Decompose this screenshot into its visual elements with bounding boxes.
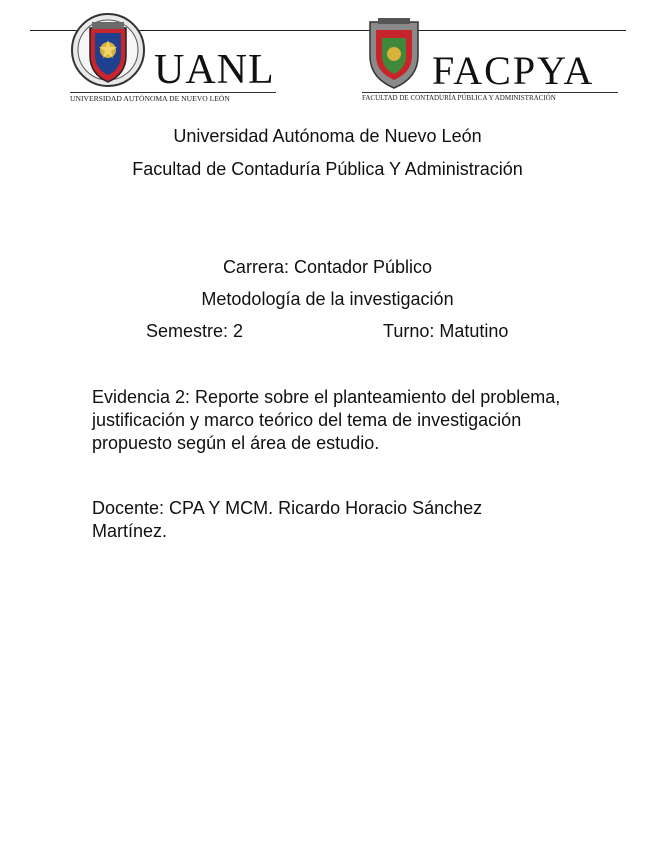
facpya-logo	[362, 14, 624, 110]
teacher: Docente: CPA Y MCM. Ricardo Horacio Sánchez Martínez.	[92, 498, 483, 541]
career: Carrera: Contador Público	[222, 257, 433, 277]
uanl-logo-subtitle: UNIVERSIDAD AUTÓNOMA DE NUEVO LEÓN	[70, 94, 230, 103]
semester: Semestre: 2	[146, 321, 244, 341]
uanl-logo-underline	[70, 92, 276, 93]
facpya-logo-underline	[362, 92, 618, 93]
facpya-shield-icon	[364, 16, 424, 92]
evidence-description: Evidencia 2: Reporte sobre el planteamiento del problema, justificación y marco teórico del tema de investigación propuesto según el área de estudio.	[92, 387, 561, 453]
facpya-logo-text: FACPYA	[432, 48, 595, 93]
facpya-logo-subtitle: FACULTAD DE CONTADURÍA PÚBLICA Y ADMINISTRACIÓN	[362, 94, 556, 102]
shift: Turno: Matutino	[383, 321, 509, 341]
subject: Metodología de la investigación	[201, 289, 454, 309]
uanl-logo	[70, 12, 280, 112]
uanl-logo-text: UANL	[154, 47, 275, 93]
uanl-seal-icon	[70, 12, 146, 90]
university-name: Universidad Autónoma de Nuevo León	[173, 126, 482, 146]
faculty-name: Facultad de Contaduría Pública Y Administración	[132, 159, 523, 179]
